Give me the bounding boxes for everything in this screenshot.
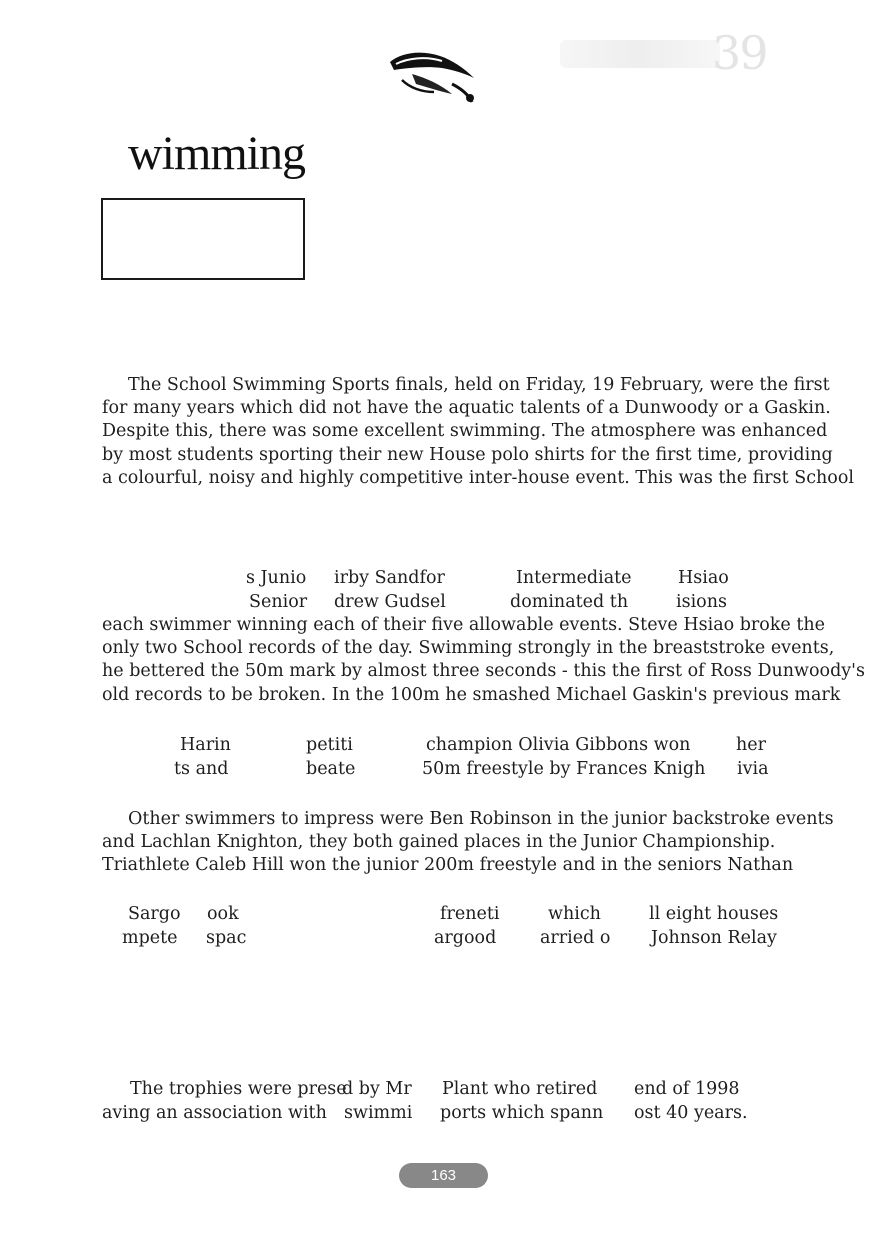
- text-fragment: mpete: [122, 928, 178, 948]
- text-fragment: isions: [676, 592, 727, 612]
- text-fragment: irby Sandfor: [334, 568, 445, 588]
- text-line: and Lachlan Knighton, they both gained places in the Junior Championship.: [102, 832, 776, 853]
- text-line: he bettered the 50m mark by almost three seconds - this the first of Ross Dunwoody's: [102, 661, 865, 682]
- text-fragment: The trophies were prese: [130, 1079, 347, 1099]
- text-line: each swimmer winning each of their five allowable events. Steve Hsiao broke the: [102, 615, 826, 635]
- text-fragment: ts and: [174, 759, 229, 779]
- text-fragment: ivia: [737, 759, 769, 779]
- text-fragment: Hsiao: [678, 568, 729, 588]
- text-fragment: swimmi: [344, 1103, 413, 1123]
- text-fragment: ost 40 years.: [634, 1103, 748, 1123]
- page-title: wimming: [128, 127, 306, 180]
- page-number: 163: [399, 1163, 488, 1188]
- text-line: by most students sporting their new House polo shirts for the first time, providing: [102, 444, 833, 465]
- text-line: a colourful, noisy and highly competitive inter-house event. This was the first School: [102, 467, 854, 488]
- text-fragment: Sargo: [128, 904, 181, 924]
- text-fragment: champion Olivia Gibbons won: [426, 735, 691, 755]
- text-line: Triathlete Caleb Hill won the junior 200m freestyle and in the seniors Nathan: [102, 855, 794, 876]
- text-line: Other swimmers to impress were Ben Robinson in the junior backstroke events: [128, 809, 834, 829]
- text-fragment: Harin: [180, 735, 231, 755]
- text-fragment: ook: [207, 904, 239, 924]
- text-fragment: argood: [434, 928, 497, 948]
- text-fragment: arried o: [540, 928, 611, 948]
- text-fragment: ll eight houses: [649, 904, 779, 924]
- text-fragment: dominated th: [510, 592, 629, 612]
- text-line: only two School records of the day. Swimming strongly in the breaststroke events,: [102, 638, 835, 659]
- text-fragment: ports which spann: [440, 1103, 604, 1123]
- text-fragment: d by Mr: [342, 1079, 412, 1099]
- text-fragment: petiti: [306, 735, 353, 755]
- text-fragment: Johnson Relay: [651, 928, 777, 948]
- swimmer-logo-icon: [382, 44, 482, 106]
- photo-caption-box: [101, 198, 305, 280]
- text-fragment: aving an association with: [102, 1103, 327, 1123]
- text-fragment: Plant who retired: [442, 1079, 598, 1099]
- text-fragment: her: [736, 735, 766, 755]
- text-fragment: which: [548, 904, 601, 924]
- text-fragment: Intermediate: [516, 568, 632, 588]
- paragraph-4: [102, 808, 834, 878]
- text-fragment: s Junio: [246, 568, 307, 588]
- text-fragment: 50m freestyle by Frances Knigh: [422, 759, 706, 779]
- text-fragment: freneti: [440, 904, 500, 924]
- text-fragment: Senior: [249, 592, 308, 612]
- text-line: The School Swimming Sports finals, held on Friday, 19 February, were the first: [128, 375, 830, 395]
- text-line: Despite this, there was some excellent swimming. The atmosphere was enhanced: [102, 421, 828, 442]
- text-fragment: drew Gudsel: [334, 592, 446, 612]
- text-fragment: spac: [206, 928, 247, 948]
- faded-header-banner: [560, 40, 720, 68]
- text-fragment: beate: [306, 759, 356, 779]
- paragraph-2: [102, 614, 865, 707]
- paragraph-1: [102, 374, 854, 490]
- text-line: old records to be broken. In the 100m he smashed Michael Gaskin's previous mark: [102, 684, 841, 705]
- text-line: for many years which did not have the aquatic talents of a Dunwoody or a Gaskin.: [102, 398, 831, 419]
- text-fragment: end of 1998: [634, 1079, 740, 1099]
- faded-page-marker: 39: [712, 26, 767, 80]
